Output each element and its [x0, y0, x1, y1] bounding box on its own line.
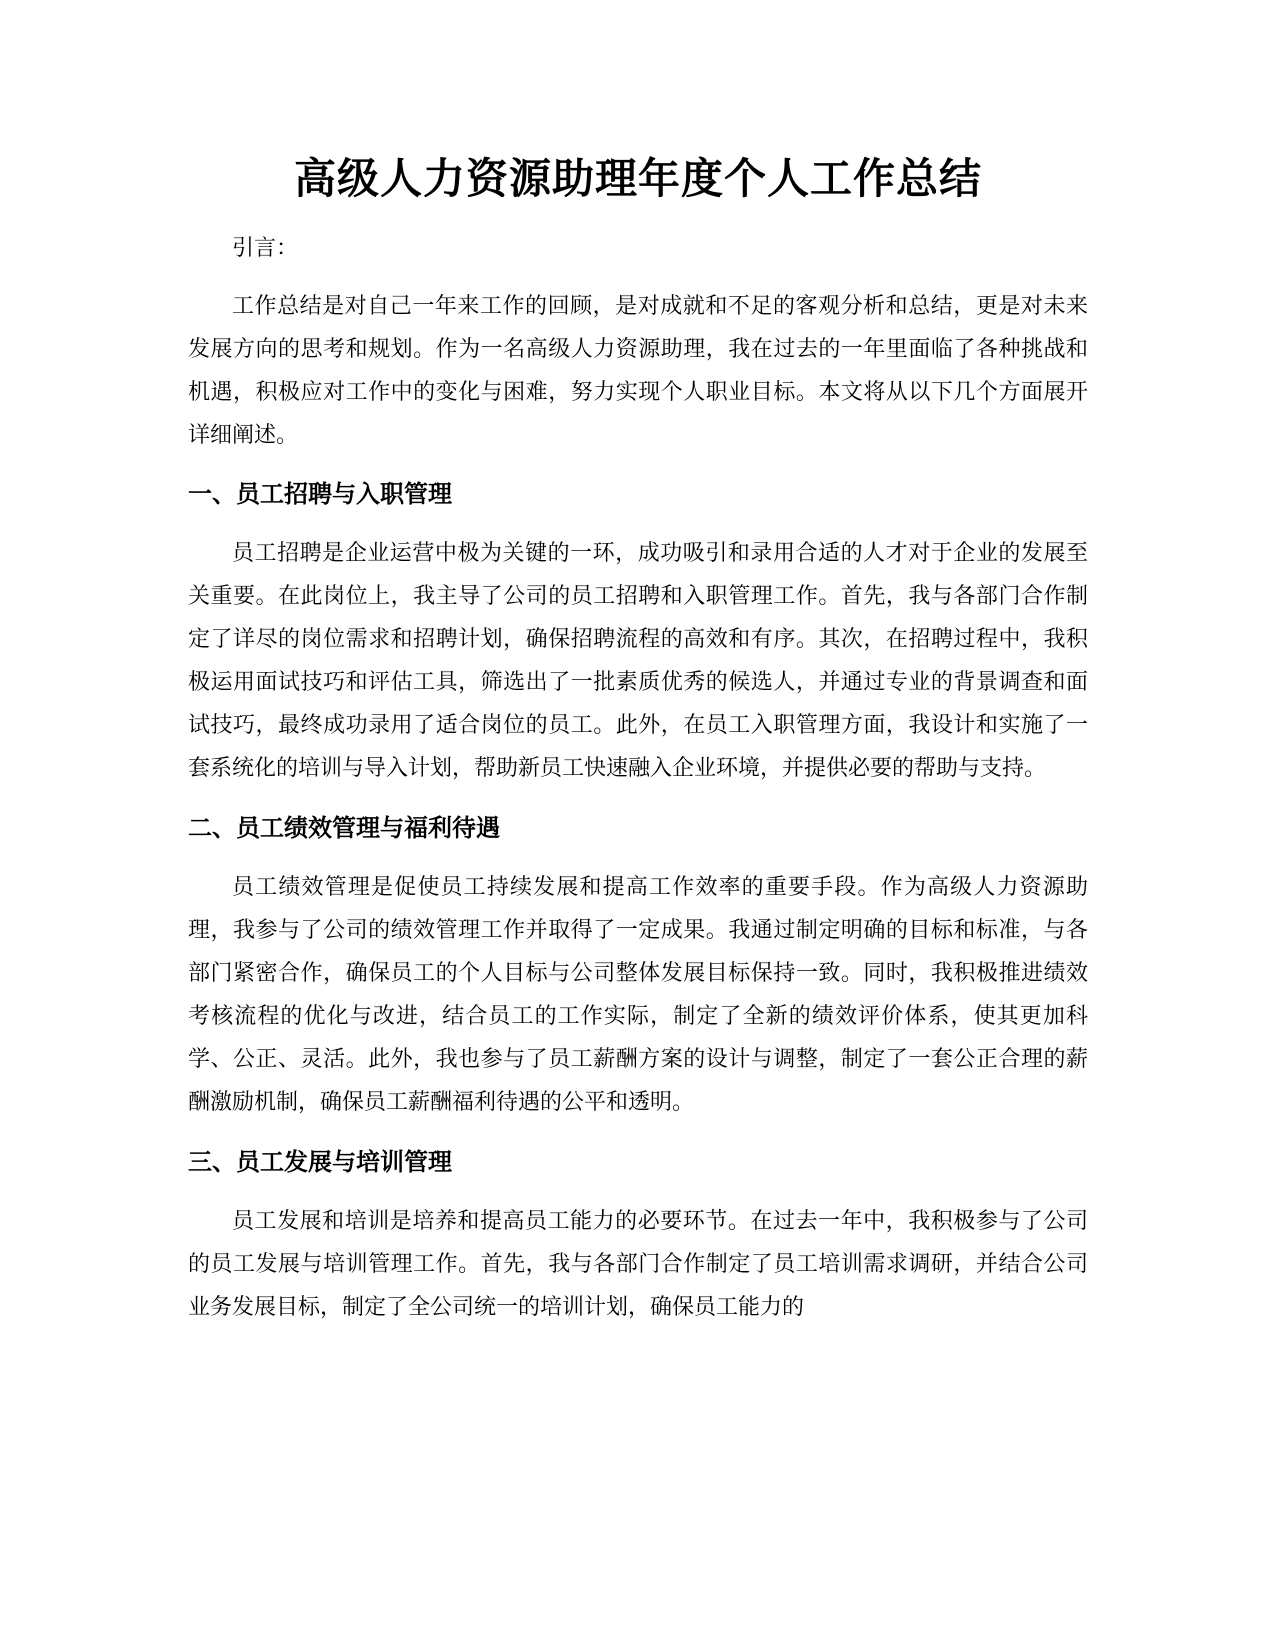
section-heading-performance: 二、员工绩效管理与福利待遇	[188, 814, 500, 842]
section-heading-recruitment: 一、员工招聘与入职管理	[188, 480, 452, 508]
document-title: 高级人力资源助理年度个人工作总结	[293, 154, 982, 203]
section-paragraph-recruitment: 员工招聘是企业运营中极为关键的一环，成功吸引和录用合适的人才对于企业的发展至关重要。在此岗位上，我主导了公司的员工招聘和入职管理工作。首先，我与各部门合作制定了详尽的岗位需求和招聘计划，确保招聘流程的高效和有序。其次，在招聘过程中，我积极运用面试技巧和评估工具，筛选出了一批素质优秀的候选人，并通过专业的背景调查和面试技巧，最终成功录用了适合岗位的员工。此外，在员工入职管理方面，我设计和实施了一套系统化的培训与导入计划，帮助新员工快速融入企业环境，并提供必要的帮助与支持。	[188, 541, 1088, 781]
intro-label: 引言：	[232, 236, 299, 261]
document-body	[188, 148, 1088, 1329]
intro-paragraph: 工作总结是对自己一年来工作的回顾，是对成就和不足的客观分析和总结，更是对未来发展方向的思考和规划。作为一名高级人力资源助理，我在过去的一年里面临了各种挑战和机遇，积极应对工作中的变化与困难，努力实现个人职业目标。本文将从以下几个方面展开详细阐述。	[188, 294, 1088, 448]
section-heading-training: 三、员工发展与培训管理	[188, 1148, 452, 1176]
section-paragraph-performance: 员工绩效管理是促使员工持续发展和提高工作效率的重要手段。作为高级人力资源助理，我参与了公司的绩效管理工作并取得了一定成果。我通过制定明确的目标和标准，与各部门紧密合作，确保员工的个人目标与公司整体发展目标保持一致。同时，我积极推进绩效考核流程的优化与改进，结合员工的工作实际，制定了全新的绩效评价体系，使其更加科学、公正、灵活。此外，我也参与了员工薪酬方案的设计与调整，制定了一套公正合理的薪酬激励机制，确保员工薪酬福利待遇的公平和透明。	[188, 875, 1088, 1115]
section-paragraph-training: 员工发展和培训是培养和提高员工能力的必要环节。在过去一年中，我积极参与了公司的员工发展与培训管理工作。首先，我与各部门合作制定了员工培训需求调研，并结合公司业务发展目标，制定了全公司统一的培训计划，确保员工能力的	[188, 1209, 1088, 1320]
